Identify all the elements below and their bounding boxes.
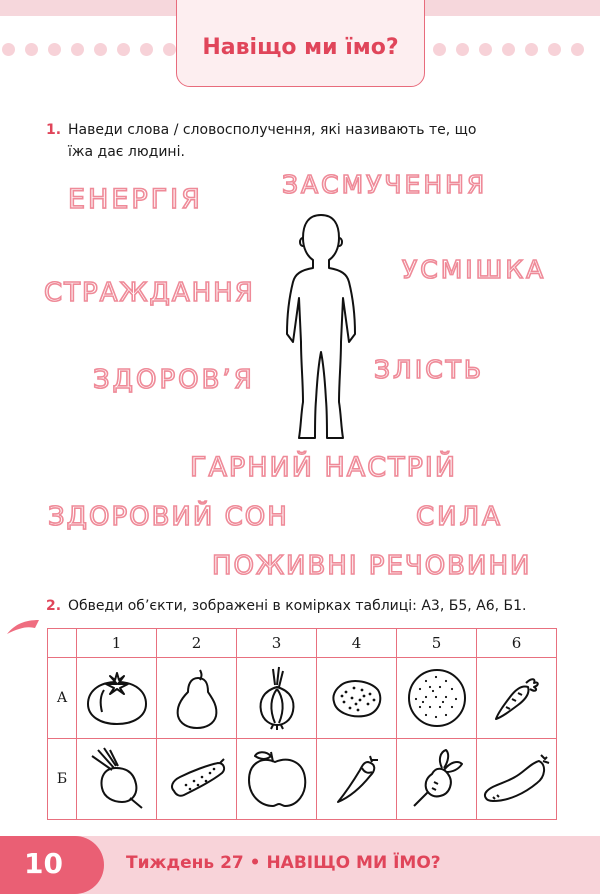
cell-b3[interactable] [237,739,317,820]
zucchini-icon [481,751,553,807]
word-suffering[interactable]: СТРАЖДАННЯ [44,278,255,308]
chili-pepper-icon [332,752,382,806]
footer-text: Тиждень 27 • НАВІЩО МИ ЇМО? [126,853,441,873]
word-health[interactable]: ЗДОРОВ’Я [93,365,255,395]
word-good-mood[interactable]: ГАРНИЙ НАСТРІЙ [190,452,458,483]
cucumber-icon [166,757,228,801]
page-number: 10 [24,847,63,880]
table-row-b [48,739,557,820]
column-header: 1 [77,629,157,658]
column-header: 3 [237,629,317,658]
column-header: 4 [317,629,397,658]
word-smile[interactable]: УСМІШКА [402,255,547,284]
cell-b5[interactable] [397,739,477,820]
cell-a3[interactable] [237,658,317,739]
melon-icon [406,667,468,729]
word-nutrients[interactable]: ПОЖИВНІ РЕЧОВИНИ [212,551,532,581]
task-2-text: Обведи об’єкти, зображені в комірках таблиці: А3, Б5, А6, Б1. [68,598,527,614]
task-1-number: 1. [46,122,62,138]
column-header: 5 [397,629,477,658]
word-healthy-sleep[interactable]: ЗДОРОВИЙ СОН [48,502,289,532]
cell-a1[interactable] [77,658,157,739]
cell-a4[interactable] [317,658,397,739]
grid-table [47,628,557,820]
word-strength[interactable]: СИЛА [416,502,503,532]
table-corner-cell [48,629,77,658]
column-header: 6 [477,629,557,658]
apple-icon [245,748,309,810]
cell-b6[interactable] [477,739,557,820]
cell-b4[interactable] [317,739,397,820]
pink-arrow-icon [5,616,41,636]
human-figure-icon [285,212,357,442]
column-header: 2 [157,629,237,658]
task-2-number: 2. [46,598,62,614]
word-anger[interactable]: ЗЛІСТЬ [374,355,485,384]
task-1-text: Наведи слова / словосполучення, які називають те, що їжа дає людині. [68,122,477,160]
beet-icon [84,746,150,812]
cell-a5[interactable] [397,658,477,739]
row-header: А [48,658,77,739]
table-header-row [48,629,557,658]
onion-icon [255,665,299,731]
cell-a6[interactable] [477,658,557,739]
word-sadness[interactable]: ЗАСМУЧЕННЯ [282,170,488,199]
cell-b1[interactable] [77,739,157,820]
table-row-a [48,658,557,739]
cell-a2[interactable] [157,658,237,739]
cell-b2[interactable] [157,739,237,820]
tomato-icon [84,670,150,726]
pear-icon [172,666,222,730]
carrot-icon [492,673,542,723]
page-title: Навіщо ми їмо? [202,35,399,60]
potato-icon [330,676,384,720]
row-header: Б [48,739,77,820]
radish-icon [406,746,468,812]
word-energy[interactable]: ЕНЕРГІЯ [68,184,203,215]
